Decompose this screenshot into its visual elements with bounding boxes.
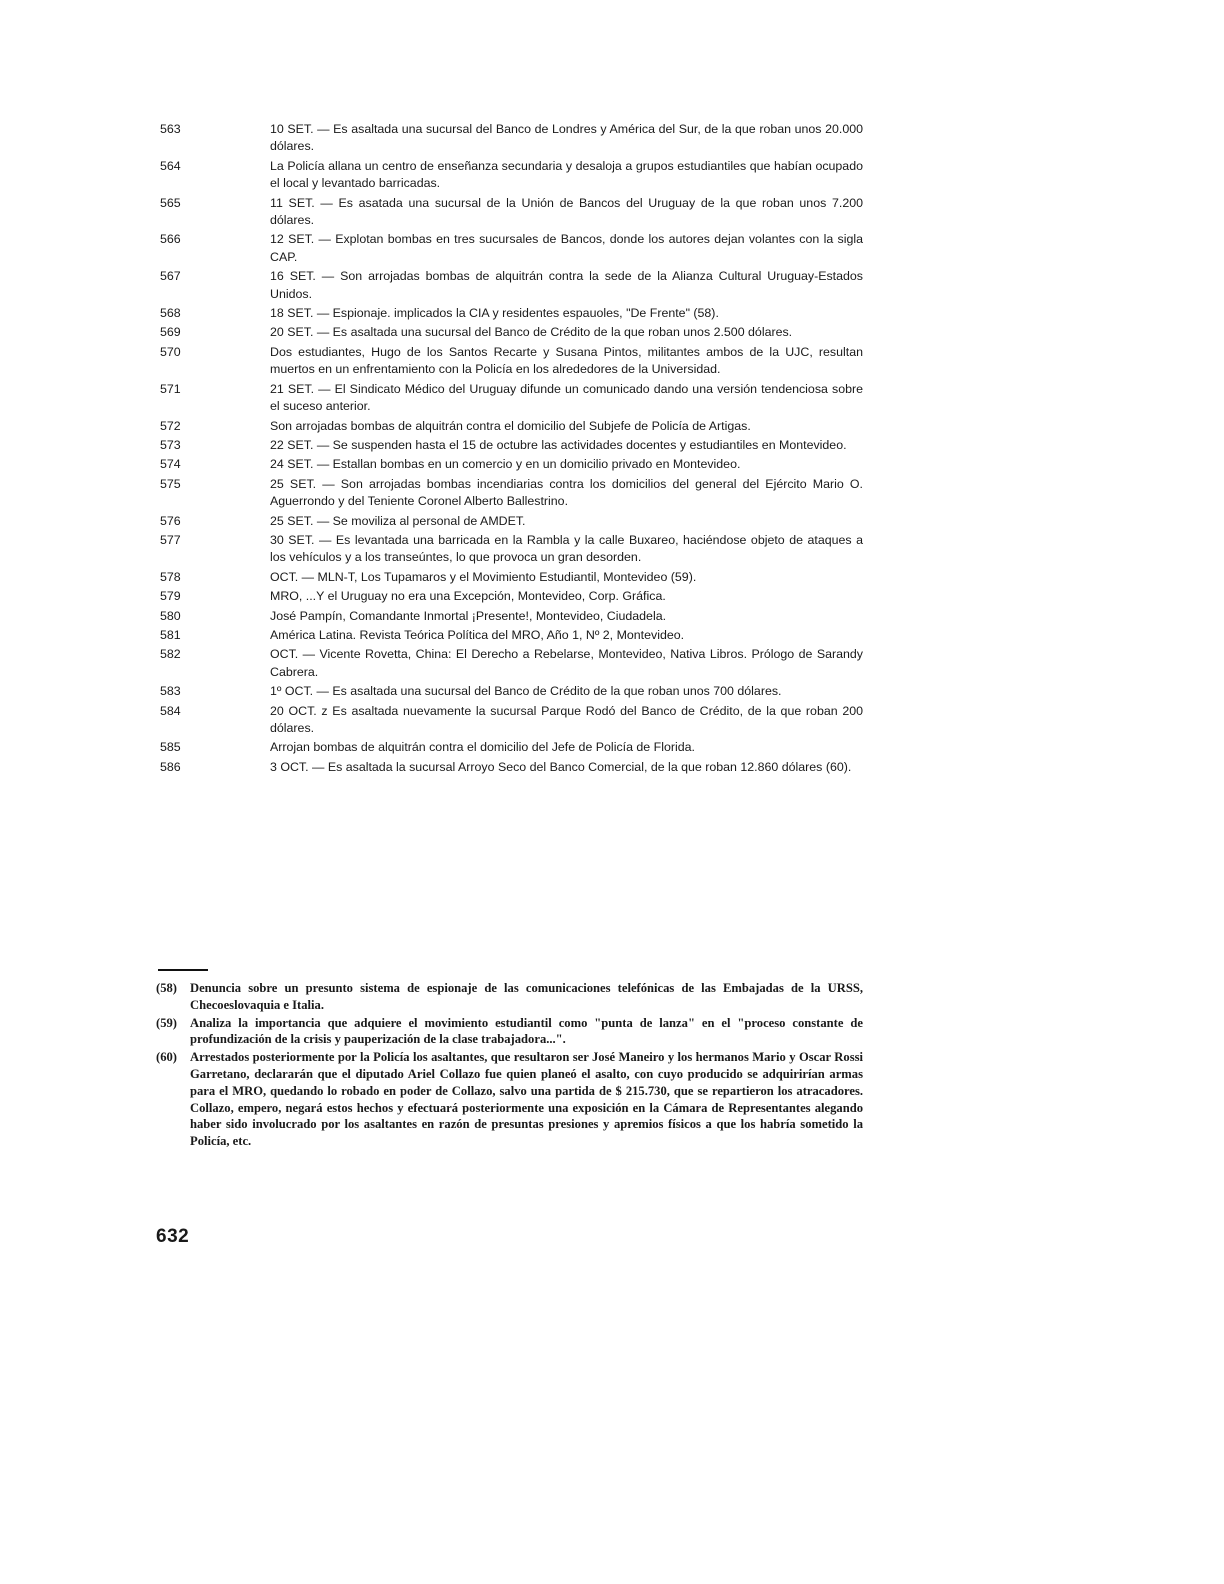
entry-number: 573 <box>160 437 181 452</box>
entry-number: 564 <box>160 158 181 173</box>
entry-570 <box>158 344 863 379</box>
entry-567 <box>158 268 863 303</box>
footnote-ref: (58) <box>156 981 177 995</box>
entry-number: 572 <box>160 418 181 433</box>
entry-text: Son arrojadas bombas de alquitrán contra el domicilio del Subjefe de Policía de Artigas. <box>270 418 751 433</box>
entry-text: 24 SET. — Estallan bombas en un comercio y en un domicilio privado en Montevideo. <box>270 457 741 472</box>
entry-number: 566 <box>160 232 181 247</box>
footnote-ref: (60) <box>156 1050 177 1065</box>
entry-number: 581 <box>160 627 181 642</box>
entry-text: 25 SET. — Son arrojadas bombas incendiarias contra los domicilios del general del Ejército Mario O. Aguerrondo y del Teniente Coronel Alberto Ballestrino. <box>270 476 863 509</box>
entry-text: Arrojan bombas de alquitrán contra el domicilio del Jefe de Policía de Florida. <box>270 740 695 755</box>
entry-579 <box>158 588 863 605</box>
entry-text: 20 SET. — Es asaltada una sucursal del Banco de Crédito de la que roban unos 2.500 dólares. <box>270 325 793 340</box>
entry-number: 571 <box>160 381 181 396</box>
chronology-entries <box>158 121 863 778</box>
entry-text: 1º OCT. — Es asaltada una sucursal del Banco de Crédito de la que roban unos 700 dólares. <box>270 684 782 699</box>
entry-text: MRO, ...Y el Uruguay no era una Excepción, Montevideo, Corp. Gráfica. <box>270 589 666 604</box>
entry-text: 25 SET. — Se moviliza al personal de AMDET. <box>270 513 526 528</box>
entry-text: 3 OCT. — Es asaltada la sucursal Arroyo Seco del Banco Comercial, de la que roban 12.860 dólares (60). <box>270 759 852 774</box>
entry-number: 577 <box>160 532 181 547</box>
entry-text: 10 SET. — Es asaltada una sucursal del Banco de Londres y América del Sur, de la que roban unos 20.000 dólares. <box>270 122 863 154</box>
entry-577 <box>158 532 863 567</box>
entry-565 <box>158 195 863 230</box>
footnote-text: Arrestados posteriormente por la Policía los asaltantes, que resultaron ser José Maneiro y los hermanos Mario y Oscar Rossi Garretano, declararán que el diputado Ariel Collazo fue quien planeó el asalto, con cuyo producido se adquirirían armas para el MRO, quedando lo robado en poder de Collazo, salvo una partida de $ 215.730, que se repartieron los atracadores. Collazo, empero, negará estos hechos y efectuará posteriormente una exposición en la Cámara de Representantes alegando haber sido involucrado por los asaltantes en razón de presuntas presiones y apremios físicos a que los habría sometido la Policía, etc. <box>190 1050 863 1149</box>
entry-number: 582 <box>160 647 181 662</box>
entry-586 <box>158 759 863 776</box>
entry-number: 563 <box>160 122 181 136</box>
entry-text: 22 SET. — Se suspenden hasta el 15 de octubre las actividades docentes y estudiantiles en Montevideo. <box>270 437 847 452</box>
footnote-59 <box>156 1015 863 1049</box>
entry-text: 30 SET. — Es levantada una barricada en la Rambla y la calle Buxareo, haciéndose objeto de ataques a los vehículos y a los transeúntes, lo que provoca un gran desorden. <box>270 532 863 565</box>
entry-563 <box>158 121 863 156</box>
entry-text: 11 SET. — Es asatada una sucursal de la Unión de Bancos del Uruguay de la que roban unos 7.200 dólares. <box>270 195 863 228</box>
entry-583 <box>158 683 863 700</box>
entry-576 <box>158 513 863 530</box>
entry-585 <box>158 739 863 756</box>
entry-573 <box>158 437 863 454</box>
entry-number: 576 <box>160 513 181 528</box>
footnote-divider <box>158 969 208 971</box>
entry-578 <box>158 569 863 586</box>
entry-text: 12 SET. — Explotan bombas en tres sucursales de Bancos, donde los autores dejan volantes con la sigla CAP. <box>270 232 863 264</box>
entry-number: 570 <box>160 344 181 359</box>
entry-number: 584 <box>160 703 181 718</box>
entry-text: La Policía allana un centro de enseñanza secundaria y desaloja a grupos estudiantiles que habían ocupado el local y levantado barricadas. <box>270 158 863 191</box>
entry-text: América Latina. Revista Teórica Política del MRO, Año 1, Nº 2, Montevideo. <box>270 627 685 642</box>
entry-number: 565 <box>160 195 181 210</box>
entry-text: OCT. — Vicente Rovetta, China: El Derecho a Rebelarse, Montevideo, Nativa Libros. Prólogo de Sarandy Cabrera. <box>270 647 863 679</box>
footnote-58 <box>156 980 863 1014</box>
entry-number: 579 <box>160 589 181 604</box>
entry-text: 18 SET. — Espionaje. implicados la CIA y residentes espauoles, "De Frente" (58). <box>270 306 719 321</box>
entry-580 <box>158 608 863 625</box>
entry-number: 578 <box>160 569 181 584</box>
entry-number: 569 <box>160 325 181 340</box>
page-number: 632 <box>156 1226 190 1247</box>
entry-569 <box>158 324 863 341</box>
entry-582 <box>158 646 863 681</box>
footnote-text: Analiza la importancia que adquiere el movimiento estudiantil como "punta de lanza" en el "proceso constante de profundización de la crisis y pauperización de la clase trabajadora...". <box>190 1015 863 1047</box>
entry-number: 575 <box>160 476 181 491</box>
entry-text: 16 SET. — Son arrojadas bombas de alquitrán contra la sede de la Alianza Cultural Uruguay-Estados Unidos. <box>270 269 863 301</box>
entry-text: 20 OCT. z Es asaltada nuevamente la sucursal Parque Rodó del Banco de Crédito, de la que roban 200 dólares. <box>270 703 863 735</box>
entry-text: 21 SET. — El Sindicato Médico del Uruguay difunde un comunicado dando una versión tendenciosa sobre el suceso anterior. <box>270 381 863 414</box>
entry-572 <box>158 418 863 435</box>
footnote-text: Denuncia sobre un presunto sistema de espionaje de las comunicaciones telefónicas de las Embajadas de la URSS, Checoeslovaquia e Italia. <box>190 981 863 1012</box>
entry-571 <box>158 381 863 416</box>
entry-text: OCT. — MLN-T, Los Tupamaros y el Movimiento Estudiantil, Montevideo (59). <box>270 569 697 584</box>
footnote-60 <box>156 1049 863 1150</box>
entry-581 <box>158 627 863 644</box>
entry-564 <box>158 158 863 193</box>
entry-number: 568 <box>160 306 181 321</box>
entry-574 <box>158 456 863 473</box>
entry-text: Dos estudiantes, Hugo de los Santos Recarte y Susana Pintos, militantes ambos de la UJC, resultan muertos en un enfrentamiento con la Policía en los alrededores de la Universidad. <box>270 344 863 377</box>
entry-575 <box>158 476 863 511</box>
entry-568 <box>158 305 863 322</box>
entry-number: 580 <box>160 608 181 623</box>
footnotes <box>156 980 863 1151</box>
entry-number: 586 <box>160 759 181 774</box>
entry-number: 574 <box>160 457 181 472</box>
entry-number: 583 <box>160 684 181 699</box>
entry-number: 585 <box>160 740 181 755</box>
footnote-ref: (59) <box>156 1015 177 1030</box>
entry-584 <box>158 703 863 738</box>
entry-number: 567 <box>160 269 181 284</box>
entry-566 <box>158 231 863 266</box>
entry-text: José Pampín, Comandante Inmortal ¡Presente!, Montevideo, Ciudadela. <box>270 608 667 623</box>
